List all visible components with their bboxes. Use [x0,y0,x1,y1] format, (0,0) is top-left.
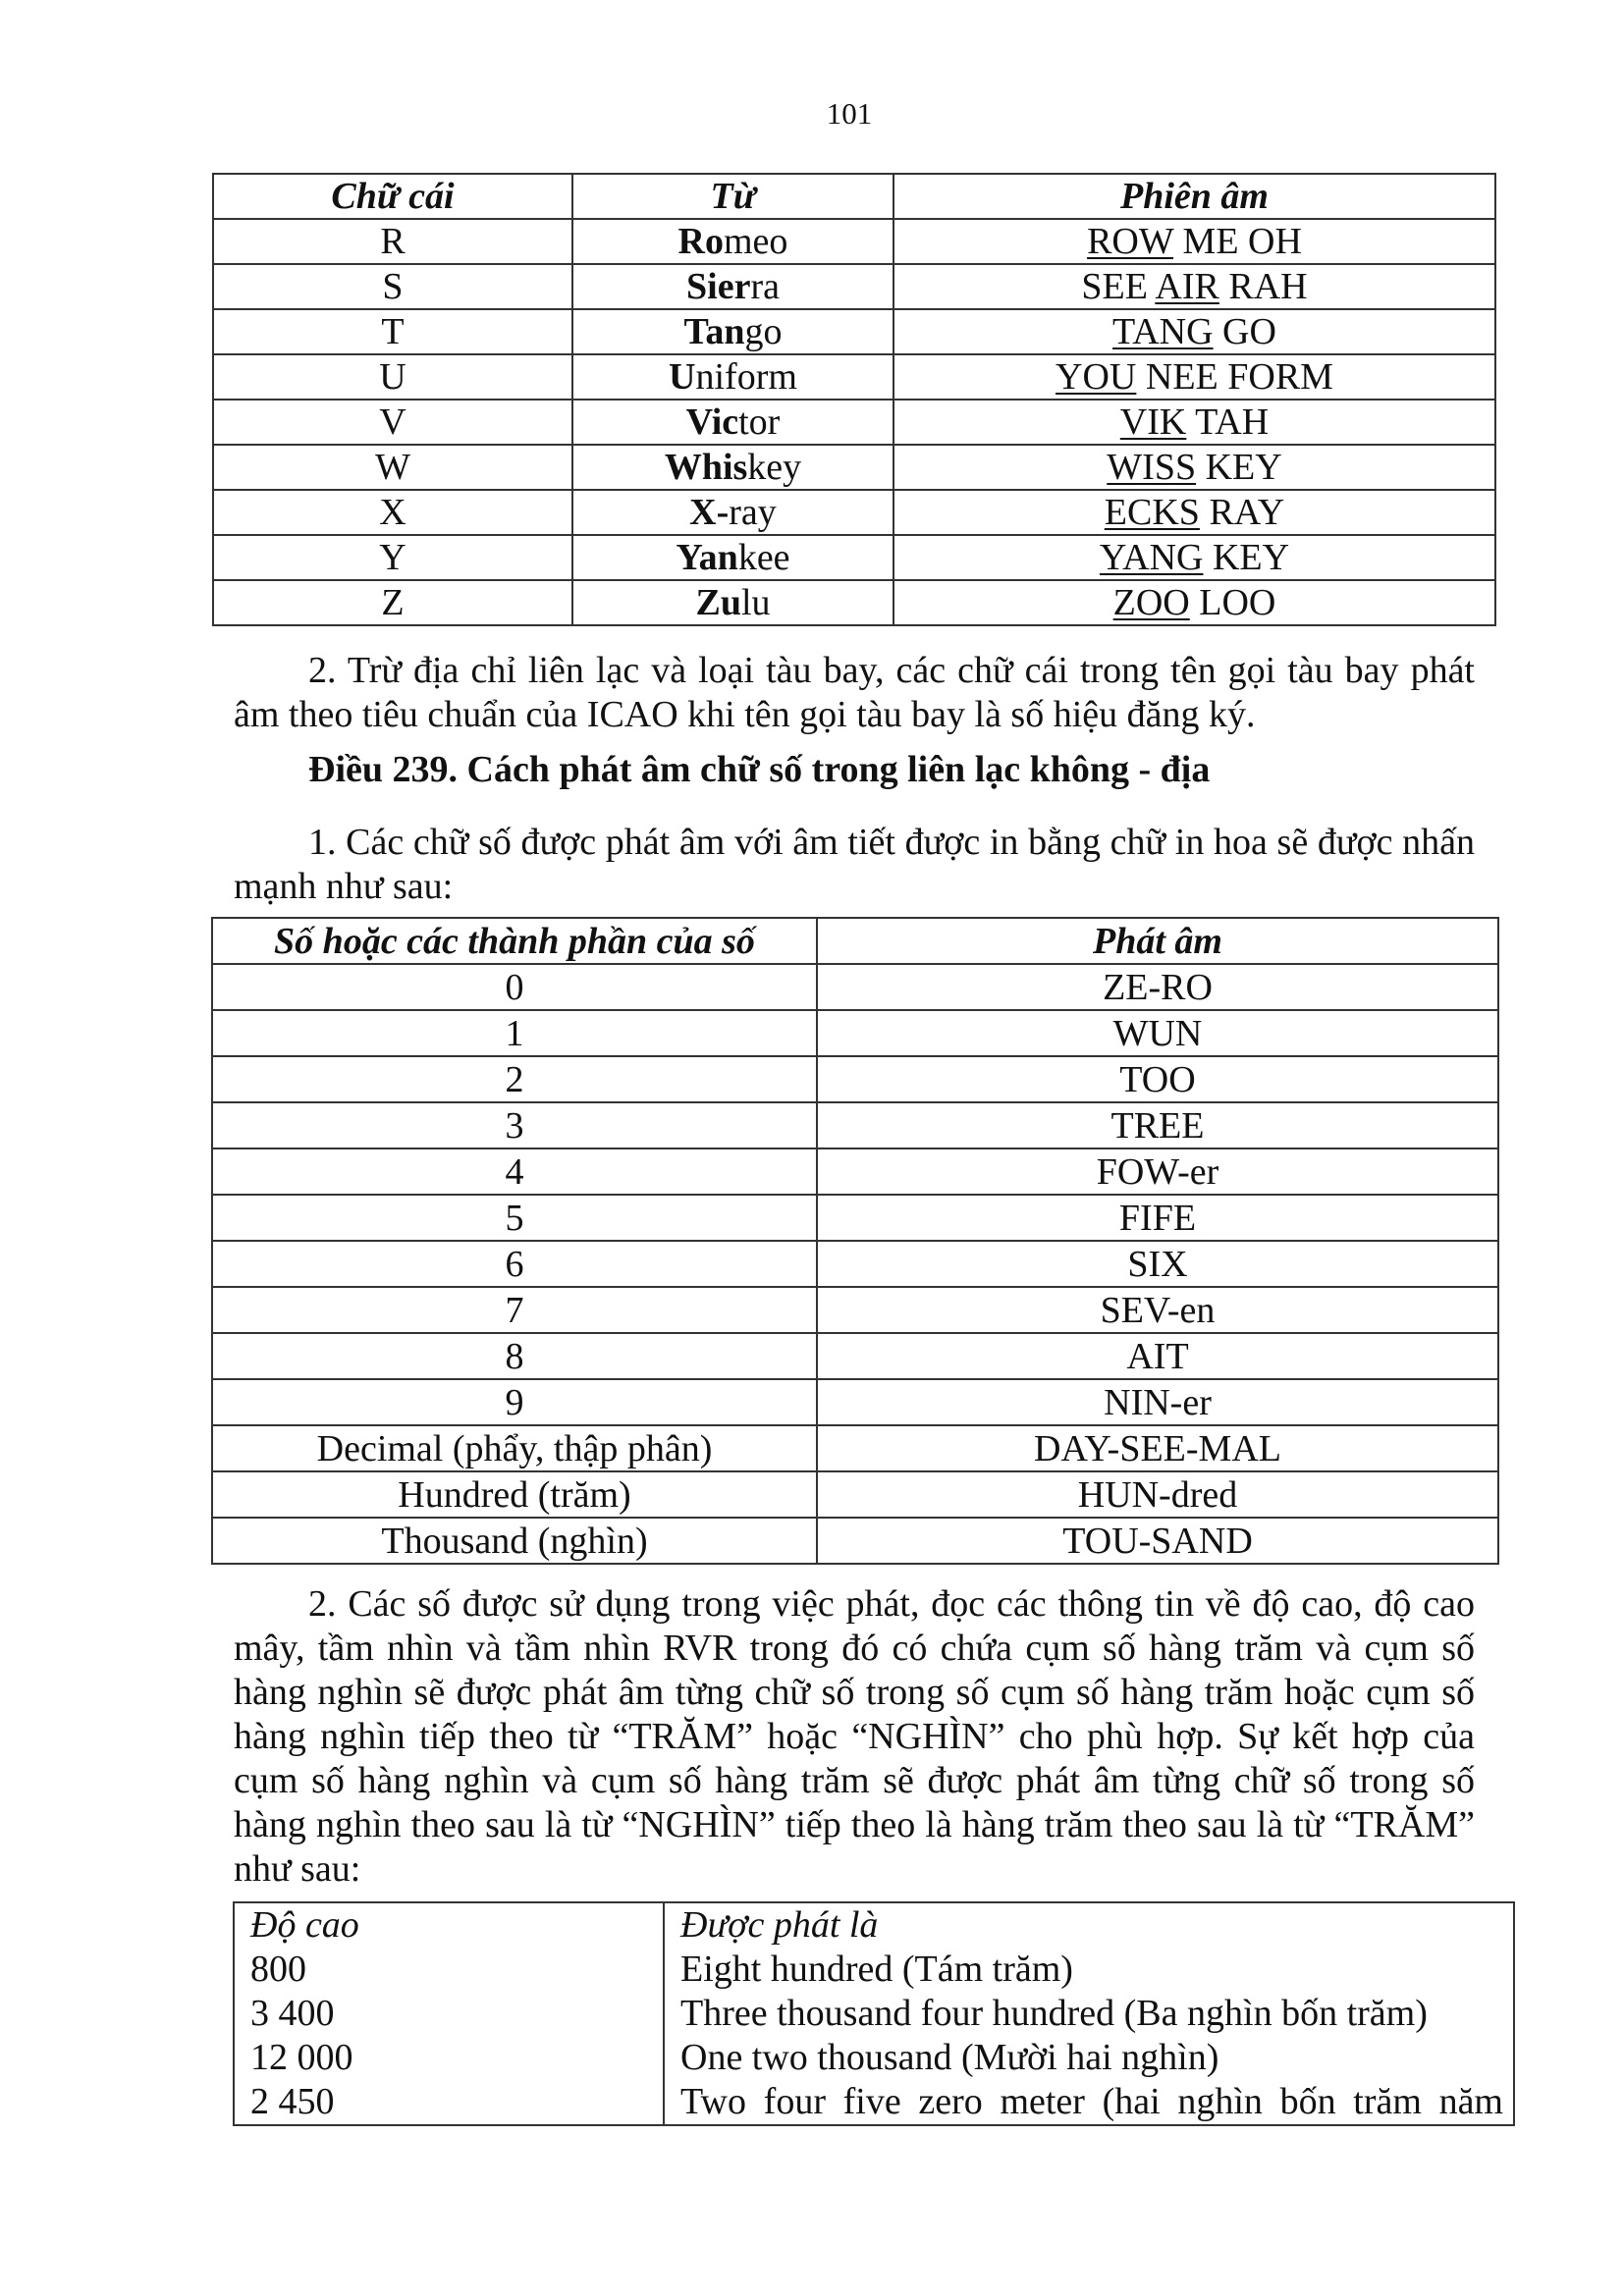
pron-stress: VIK [1119,401,1187,443]
number-cell: 1 [212,1010,817,1056]
number-table [211,917,1499,1565]
pron-part: KEY [1196,447,1282,488]
table-row [213,490,1495,535]
alphabet-table [212,173,1496,626]
header-number: Số hoặc các thành phần của số [212,918,817,964]
altitude-cell: 800 [234,1948,664,1992]
pron-part: NEE FORM [1136,356,1333,398]
paragraph-letters-2: 2. Trừ địa chỉ liên lạc và loại tàu bay, các chữ cái trong tên gọi tàu bay phát âm theo tiêu chuẩn của ICAO khi tên gọi tàu bay là số hiệu đăng ký. [234,650,1475,735]
word-part: tor [738,401,781,443]
table-row [234,1992,1514,2036]
word-stress: Tan [683,311,745,352]
word-stress: er [717,266,751,307]
number-cell: 3 [212,1102,817,1148]
table-row [212,1010,1498,1056]
letter-cell: S [213,264,572,309]
number-cell: 2 [212,1056,817,1102]
table-header-row [212,918,1498,964]
paragraph-numbers-2: 2. Các số được sử dụng trong việc phát, đọc các thông tin về độ cao, độ cao mây, tầm nhìn và tầm nhìn RVR trong đó có chứa cụm số hàng trăm và cụm số hàng nghìn sẽ được phát âm từng chữ số trong số cụm số hàng trăm hoặc cụm số hàng nghìn tiếp theo từ “TRĂM” hoặc “NGHÌN” cho phù hợp. Sự kết hợp của cụm số hàng nghìn và cụm số hàng trăm sẽ được phát âm từng chữ số trong số hàng nghìn theo sau là từ “NGHÌN” tiếp theo là hàng trăm theo sau là từ “TRĂM” như sau: [234,1583,1475,1890]
pron-stress: TANG [1112,311,1214,352]
word-stress: Ro [677,221,724,262]
table-row [234,2080,1514,2125]
pronunciation-cell [893,490,1495,535]
page-number: 101 [826,96,873,131]
table-row [213,354,1495,400]
word-cell [572,219,893,264]
word-cell [572,264,893,309]
header-letter: Chữ cái [213,174,572,219]
table-row [234,1948,1514,1992]
number-cell: 0 [212,964,817,1010]
word-cell [572,580,893,625]
letter-cell: V [213,400,572,445]
word-part: meo [724,221,788,262]
number-cell: Hundred (trăm) [212,1471,817,1518]
letter-cell: R [213,219,572,264]
table-row [212,1379,1498,1425]
spoken-cell: Eight hundred (Tám trăm) [664,1948,1514,1992]
word-stress: Yan [676,537,738,578]
table-row [213,264,1495,309]
header-pronunciation: Phiên âm [893,174,1495,219]
pronounce-cell: SEV-en [817,1287,1498,1333]
number-cell: 5 [212,1195,817,1241]
word-cell [572,354,893,400]
word-cell [572,309,893,354]
word-part: kee [737,537,790,578]
pron-part: KEY [1203,537,1290,578]
table-row [213,580,1495,625]
table-row [213,400,1495,445]
pronounce-cell: NIN-er [817,1379,1498,1425]
letter-cell: X [213,490,572,535]
word-cell [572,490,893,535]
table-row [234,2036,1514,2080]
pron-stress: ROW [1087,221,1174,262]
pronunciation-cell [893,309,1495,354]
pron-part: ME OH [1173,221,1302,262]
table-row [212,1102,1498,1148]
pronunciation-cell [893,445,1495,490]
number-cell: 9 [212,1379,817,1425]
pronounce-cell: WUN [817,1010,1498,1056]
number-cell: 6 [212,1241,817,1287]
pronounce-cell: FOW-er [817,1148,1498,1195]
pronunciation-cell [893,400,1495,445]
word-stress: Vic [685,401,739,443]
pronounce-cell: SIX [817,1241,1498,1287]
letter-cell: W [213,445,572,490]
pronounce-cell: HUN-dred [817,1471,1498,1518]
pronunciation-cell [893,580,1495,625]
word-stress: X- [689,492,730,533]
word-part: Si [686,266,718,307]
word-stress: Zu [695,582,741,623]
letter-cell: Y [213,535,572,580]
pronounce-cell: AIT [817,1333,1498,1379]
letter-cell: U [213,354,572,400]
pron-part: LOO [1189,582,1276,623]
number-cell: 8 [212,1333,817,1379]
spoken-cell: One two thousand (Mười hai nghìn) [664,2036,1514,2080]
pron-part: SEE [1081,266,1156,307]
pronounce-cell: TREE [817,1102,1498,1148]
pron-stress: WISS [1107,447,1197,488]
number-cell: 4 [212,1148,817,1195]
pronunciation-cell [893,219,1495,264]
word-part: go [744,311,783,352]
pron-part: RAY [1199,492,1285,533]
pronounce-cell: FIFE [817,1195,1498,1241]
header-spoken: Được phát là [664,1902,1514,1948]
header-altitude: Độ cao [234,1902,664,1948]
spoken-cell: Two four five zero meter (hai nghìn bốn trăm năm [664,2080,1514,2125]
pron-stress: YOU [1056,356,1137,398]
altitude-cell: 12 000 [234,2036,664,2080]
paragraph-numbers-1: 1. Các chữ số được phát âm với âm tiết được in bằng chữ in hoa sẽ được nhấn mạnh như sau: [234,822,1475,907]
word-part: ray [729,492,777,533]
table-header-row [234,1902,1514,1948]
altitude-table [233,1901,1515,2126]
number-cell: 7 [212,1287,817,1333]
table-row [212,1056,1498,1102]
altitude-cell: 3 400 [234,1992,664,2036]
table-row [213,445,1495,490]
table-header-row [213,174,1495,219]
pron-stress: YANG [1099,537,1204,578]
article-heading: Điều 239. Cách phát âm chữ số trong liên lạc không - địa [308,749,1211,790]
table-row [212,1471,1498,1518]
pron-part: TAH [1186,401,1270,443]
word-part: key [747,447,802,488]
word-cell [572,535,893,580]
pronunciation-cell [893,354,1495,400]
table-row [212,1148,1498,1195]
pronunciation-cell [893,535,1495,580]
table-row [213,219,1495,264]
pronunciation-cell [893,264,1495,309]
word-stress: U [669,356,696,398]
table-row [212,1333,1498,1379]
word-part: ra [750,266,780,307]
letter-cell: Z [213,580,572,625]
table-row [212,1241,1498,1287]
table-row [212,1425,1498,1471]
word-cell [572,400,893,445]
table-row [212,1195,1498,1241]
pron-stress: ZOO [1112,582,1190,623]
pronounce-cell: TOO [817,1056,1498,1102]
pron-stress: AIR [1155,266,1219,307]
table-row [213,309,1495,354]
table-row [212,1287,1498,1333]
header-word: Từ [572,174,893,219]
altitude-cell: 2 450 [234,2080,664,2125]
word-part: lu [740,582,771,623]
letter-cell: T [213,309,572,354]
word-stress: Whis [664,447,748,488]
table-row [212,964,1498,1010]
pronounce-cell: ZE-RO [817,964,1498,1010]
table-row [213,535,1495,580]
pronounce-cell: TOU-SAND [817,1518,1498,1564]
pron-stress: ECKS [1104,492,1200,533]
number-cell: Decimal (phẩy, thập phân) [212,1425,817,1471]
header-pronounce: Phát âm [817,918,1498,964]
word-part: niform [695,356,797,398]
pronounce-cell: DAY-SEE-MAL [817,1425,1498,1471]
word-cell [572,445,893,490]
pron-part: RAH [1218,266,1308,307]
table-row [212,1518,1498,1564]
pron-part: GO [1213,311,1276,352]
number-cell: Thousand (nghìn) [212,1518,817,1564]
spoken-cell: Three thousand four hundred (Ba nghìn bốn trăm) [664,1992,1514,2036]
